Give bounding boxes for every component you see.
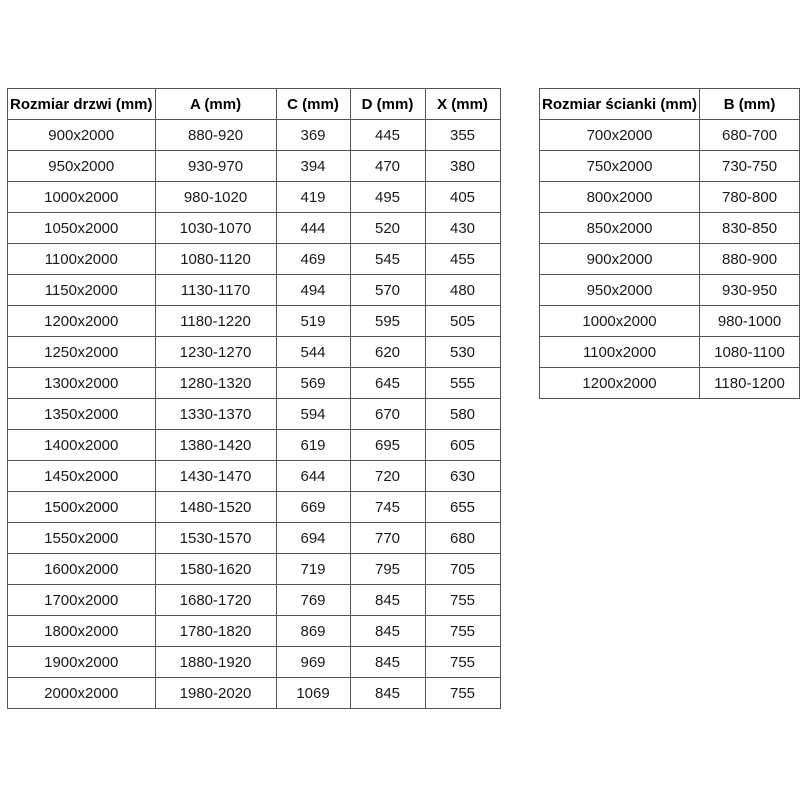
table-cell: 645 <box>350 368 425 399</box>
table-cell: 695 <box>350 430 425 461</box>
table-cell: 795 <box>350 554 425 585</box>
table-cell: 669 <box>276 492 350 523</box>
table-cell: 769 <box>276 585 350 616</box>
table-row <box>8 120 501 151</box>
table-cell: 1050x2000 <box>8 213 156 244</box>
table-cell: 469 <box>276 244 350 275</box>
table-cell: 1500x2000 <box>8 492 156 523</box>
table-cell: 1350x2000 <box>8 399 156 430</box>
table-cell: 555 <box>425 368 500 399</box>
table-row <box>8 368 501 399</box>
table-cell: 745 <box>350 492 425 523</box>
table-cell: 1900x2000 <box>8 647 156 678</box>
table-cell: 719 <box>276 554 350 585</box>
table-cell: 780-800 <box>700 182 800 213</box>
table-cell: 620 <box>350 337 425 368</box>
table-row <box>540 275 800 306</box>
table-row <box>540 182 800 213</box>
table-cell: 1680-1720 <box>155 585 276 616</box>
table-cell: 700x2000 <box>540 120 700 151</box>
table-row <box>540 120 800 151</box>
table-cell: 900x2000 <box>8 120 156 151</box>
table-row <box>8 554 501 585</box>
table-cell: 605 <box>425 430 500 461</box>
table-cell: 595 <box>350 306 425 337</box>
table-cell: 544 <box>276 337 350 368</box>
column-header: A (mm) <box>155 89 276 120</box>
column-header: Rozmiar ścianki (mm) <box>540 89 700 120</box>
table-cell: 455 <box>425 244 500 275</box>
table-row <box>8 244 501 275</box>
table-cell: 730-750 <box>700 151 800 182</box>
table-cell: 394 <box>276 151 350 182</box>
table-cell: 470 <box>350 151 425 182</box>
table-cell: 950x2000 <box>8 151 156 182</box>
table-cell: 1430-1470 <box>155 461 276 492</box>
table-cell: 800x2000 <box>540 182 700 213</box>
table-cell: 770 <box>350 523 425 554</box>
table-cell: 705 <box>425 554 500 585</box>
table-cell: 380 <box>425 151 500 182</box>
table-cell: 355 <box>425 120 500 151</box>
table-cell: 845 <box>350 647 425 678</box>
table-cell: 430 <box>425 213 500 244</box>
table-row <box>8 306 501 337</box>
table-row <box>8 337 501 368</box>
table-cell: 1180-1220 <box>155 306 276 337</box>
table-cell: 830-850 <box>700 213 800 244</box>
table-cell: 969 <box>276 647 350 678</box>
table-cell: 505 <box>425 306 500 337</box>
table-cell: 850x2000 <box>540 213 700 244</box>
table-cell: 1700x2000 <box>8 585 156 616</box>
table-row <box>540 306 800 337</box>
table-cell: 1250x2000 <box>8 337 156 368</box>
table-cell: 405 <box>425 182 500 213</box>
table-cell: 1080-1100 <box>700 337 800 368</box>
table-cell: 930-970 <box>155 151 276 182</box>
table-cell: 619 <box>276 430 350 461</box>
table-cell: 369 <box>276 120 350 151</box>
table-cell: 630 <box>425 461 500 492</box>
column-header: C (mm) <box>276 89 350 120</box>
table-cell: 1980-2020 <box>155 678 276 709</box>
table-cell: 519 <box>276 306 350 337</box>
table-cell: 869 <box>276 616 350 647</box>
table-cell: 1180-1200 <box>700 368 800 399</box>
table-cell: 845 <box>350 678 425 709</box>
wall-size-table <box>539 88 800 399</box>
table-row <box>8 182 501 213</box>
table-cell: 680 <box>425 523 500 554</box>
table-cell: 1000x2000 <box>8 182 156 213</box>
table-cell: 1200x2000 <box>8 306 156 337</box>
table-row <box>8 492 501 523</box>
table-cell: 655 <box>425 492 500 523</box>
door-size-table <box>7 88 501 709</box>
table-cell: 445 <box>350 120 425 151</box>
table-row <box>8 585 501 616</box>
table-cell: 755 <box>425 616 500 647</box>
table-cell: 569 <box>276 368 350 399</box>
table-cell: 755 <box>425 647 500 678</box>
column-header: X (mm) <box>425 89 500 120</box>
table-row <box>8 275 501 306</box>
table-cell: 1230-1270 <box>155 337 276 368</box>
table-cell: 930-950 <box>700 275 800 306</box>
column-header: Rozmiar drzwi (mm) <box>8 89 156 120</box>
table-cell: 880-900 <box>700 244 800 275</box>
table-cell: 570 <box>350 275 425 306</box>
table-cell: 950x2000 <box>540 275 700 306</box>
table-cell: 755 <box>425 678 500 709</box>
table-cell: 530 <box>425 337 500 368</box>
table-cell: 545 <box>350 244 425 275</box>
table-cell: 1400x2000 <box>8 430 156 461</box>
table-cell: 480 <box>425 275 500 306</box>
table-cell: 1550x2000 <box>8 523 156 554</box>
table-cell: 494 <box>276 275 350 306</box>
table-cell: 1300x2000 <box>8 368 156 399</box>
table-cell: 845 <box>350 585 425 616</box>
table-cell: 1030-1070 <box>155 213 276 244</box>
table-cell: 694 <box>276 523 350 554</box>
table-cell: 900x2000 <box>540 244 700 275</box>
table-cell: 1780-1820 <box>155 616 276 647</box>
table-row <box>8 461 501 492</box>
table-cell: 980-1020 <box>155 182 276 213</box>
table-cell: 1330-1370 <box>155 399 276 430</box>
table-row <box>8 399 501 430</box>
table-cell: 2000x2000 <box>8 678 156 709</box>
table-cell: 1100x2000 <box>8 244 156 275</box>
table-cell: 1580-1620 <box>155 554 276 585</box>
table-cell: 1200x2000 <box>540 368 700 399</box>
table-row <box>540 151 800 182</box>
table-cell: 1280-1320 <box>155 368 276 399</box>
table-cell: 644 <box>276 461 350 492</box>
table-row <box>8 647 501 678</box>
table-row <box>8 678 501 709</box>
table-cell: 980-1000 <box>700 306 800 337</box>
table-cell: 680-700 <box>700 120 800 151</box>
table-row <box>540 337 800 368</box>
table-cell: 1450x2000 <box>8 461 156 492</box>
column-header: B (mm) <box>700 89 800 120</box>
table-cell: 750x2000 <box>540 151 700 182</box>
table-cell: 1000x2000 <box>540 306 700 337</box>
table-row <box>8 430 501 461</box>
table-cell: 670 <box>350 399 425 430</box>
table-cell: 594 <box>276 399 350 430</box>
table-cell: 1530-1570 <box>155 523 276 554</box>
table-cell: 1800x2000 <box>8 616 156 647</box>
table-row <box>8 616 501 647</box>
table-cell: 880-920 <box>155 120 276 151</box>
table-cell: 580 <box>425 399 500 430</box>
table-cell: 1080-1120 <box>155 244 276 275</box>
table-cell: 1380-1420 <box>155 430 276 461</box>
table-cell: 1600x2000 <box>8 554 156 585</box>
table-cell: 720 <box>350 461 425 492</box>
wall-table-header-row <box>540 89 800 120</box>
table-cell: 845 <box>350 616 425 647</box>
table-cell: 520 <box>350 213 425 244</box>
table-cell: 495 <box>350 182 425 213</box>
table-cell: 755 <box>425 585 500 616</box>
table-row <box>8 213 501 244</box>
table-row <box>540 244 800 275</box>
door-table-header-row <box>8 89 501 120</box>
table-cell: 1880-1920 <box>155 647 276 678</box>
column-header: D (mm) <box>350 89 425 120</box>
table-row <box>540 368 800 399</box>
table-cell: 1150x2000 <box>8 275 156 306</box>
table-cell: 1130-1170 <box>155 275 276 306</box>
table-cell: 419 <box>276 182 350 213</box>
table-cell: 1100x2000 <box>540 337 700 368</box>
table-row <box>540 213 800 244</box>
table-cell: 444 <box>276 213 350 244</box>
table-cell: 1069 <box>276 678 350 709</box>
table-row <box>8 523 501 554</box>
table-cell: 1480-1520 <box>155 492 276 523</box>
table-row <box>8 151 501 182</box>
